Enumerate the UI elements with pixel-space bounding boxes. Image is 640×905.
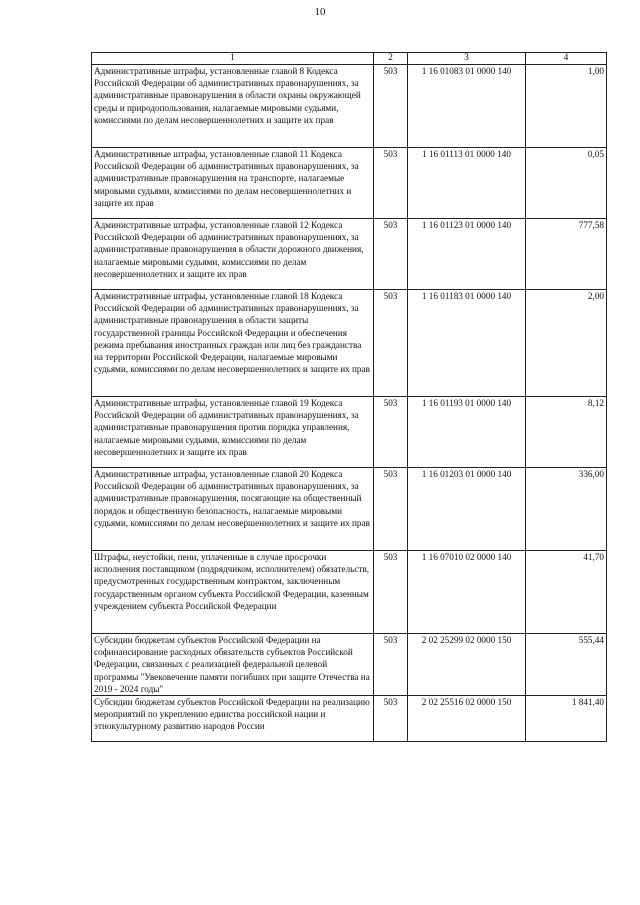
header-col-1: 1	[92, 53, 374, 65]
row-budget-code: 1 16 01123 01 0000 140	[408, 219, 526, 290]
table-row	[92, 148, 607, 219]
table-header	[92, 53, 607, 65]
row-description: Административные штрафы, установленные главой 20 Кодекса Российской Федерации об административных правонарушениях, за административные правонарушения, посягающие на общественный порядок и общественную безопасность, налагаемые мировыми судьями, комиссиями по делам несовершеннолетних и защите их прав	[92, 468, 374, 551]
table-row	[92, 65, 607, 148]
row-admin-code: 503	[374, 65, 408, 148]
row-admin-code: 503	[374, 551, 408, 634]
row-admin-code: 503	[374, 468, 408, 551]
row-amount: 336,00	[526, 468, 607, 551]
row-amount: 0,05	[526, 148, 607, 219]
row-description: Административные штрафы, установленные главой 8 Кодекса Российской Федерации об административных правонарушениях, за административные правонарушения в области охраны окружающей среды и природопользования, налагаемые мировыми судьями, комиссиями по делам несовершеннолетних и защите их прав	[92, 65, 374, 148]
table-row	[92, 397, 607, 468]
row-admin-code: 503	[374, 397, 408, 468]
row-amount: 8,12	[526, 397, 607, 468]
page-number: 10	[314, 6, 326, 18]
header-col-2: 2	[374, 53, 408, 65]
table-row	[92, 290, 607, 397]
row-amount: 777,58	[526, 219, 607, 290]
row-budget-code: 1 16 01203 01 0000 140	[408, 468, 526, 551]
header-col-4: 4	[526, 53, 607, 65]
row-description: Субсидии бюджетам субъектов Российской Федерации на реализацию мероприятий по укреплению единства российской нации и этнокультурному развитию народов России	[92, 696, 374, 742]
row-description: Штрафы, неустойки, пени, уплаченные в случае просрочки исполнения поставщиком (подрядчиком, исполнителем) обязательств, предусмотренных государственным контрактом, заключенным государственным органом субъекта Российской Федерации, казенным учреждением субъекта Российской Федерации	[92, 551, 374, 634]
row-budget-code: 2 02 25299 02 0000 150	[408, 634, 526, 696]
row-amount: 41,70	[526, 551, 607, 634]
row-description: Административные штрафы, установленные главой 11 Кодекса Российской Федерации об административных правонарушениях, за административные правонарушения на транспорте, налагаемые мировыми судьями, комиссиями по делам несовершеннолетних и защите их прав	[92, 148, 374, 219]
row-budget-code: 2 02 25516 02 0000 150	[408, 696, 526, 742]
row-budget-code: 1 16 01083 01 0000 140	[408, 65, 526, 148]
row-description: Административные штрафы, установленные главой 12 Кодекса Российской Федерации об административных правонарушениях, за административные правонарушения в области дорожного движения, налагаемые мировыми судьями, комиссиями по делам несовершеннолетних и защите их прав	[92, 219, 374, 290]
row-description: Субсидии бюджетам субъектов Российской Федерации на софинансирование расходных обязательств субъектов Российской Федерации, связанных с реализацией федеральной целевой программы "Увековечение памяти погибших при защите Отечества на 2019 - 2024 годы"	[92, 634, 374, 696]
row-admin-code: 503	[374, 219, 408, 290]
row-description: Административные штрафы, установленные главой 18 Кодекса Российской Федерации об административных правонарушениях, за административные правонарушения в области защиты государственной границы Российской Федерации и обеспечения режима пребывания иностранных граждан или лиц без гражданства на территории Российской Федерации, налагаемые мировыми судьями, комиссиями по делам несовершеннолетних и защите их прав	[92, 290, 374, 397]
table-row	[92, 634, 607, 696]
row-amount: 2,00	[526, 290, 607, 397]
header-col-3: 3	[408, 53, 526, 65]
row-budget-code: 1 16 01193 01 0000 140	[408, 397, 526, 468]
row-amount: 1 841,40	[526, 696, 607, 742]
table-row	[92, 551, 607, 634]
row-admin-code: 503	[374, 290, 408, 397]
row-admin-code: 503	[374, 696, 408, 742]
row-budget-code: 1 16 01183 01 0000 140	[408, 290, 526, 397]
row-budget-code: 1 16 07010 02 0000 140	[408, 551, 526, 634]
revenue-table	[91, 52, 607, 742]
table-row	[92, 468, 607, 551]
table-row	[92, 696, 607, 742]
row-admin-code: 503	[374, 148, 408, 219]
table-row	[92, 219, 607, 290]
row-budget-code: 1 16 01113 01 0000 140	[408, 148, 526, 219]
row-description: Административные штрафы, установленные главой 19 Кодекса Российской Федерации об административных правонарушениях, за административные правонарушения против порядка управления, налагаемые мировыми судьями, комиссиями по делам несовершеннолетних и защите их прав	[92, 397, 374, 468]
row-amount: 555,44	[526, 634, 607, 696]
row-amount: 1,00	[526, 65, 607, 148]
row-admin-code: 503	[374, 634, 408, 696]
